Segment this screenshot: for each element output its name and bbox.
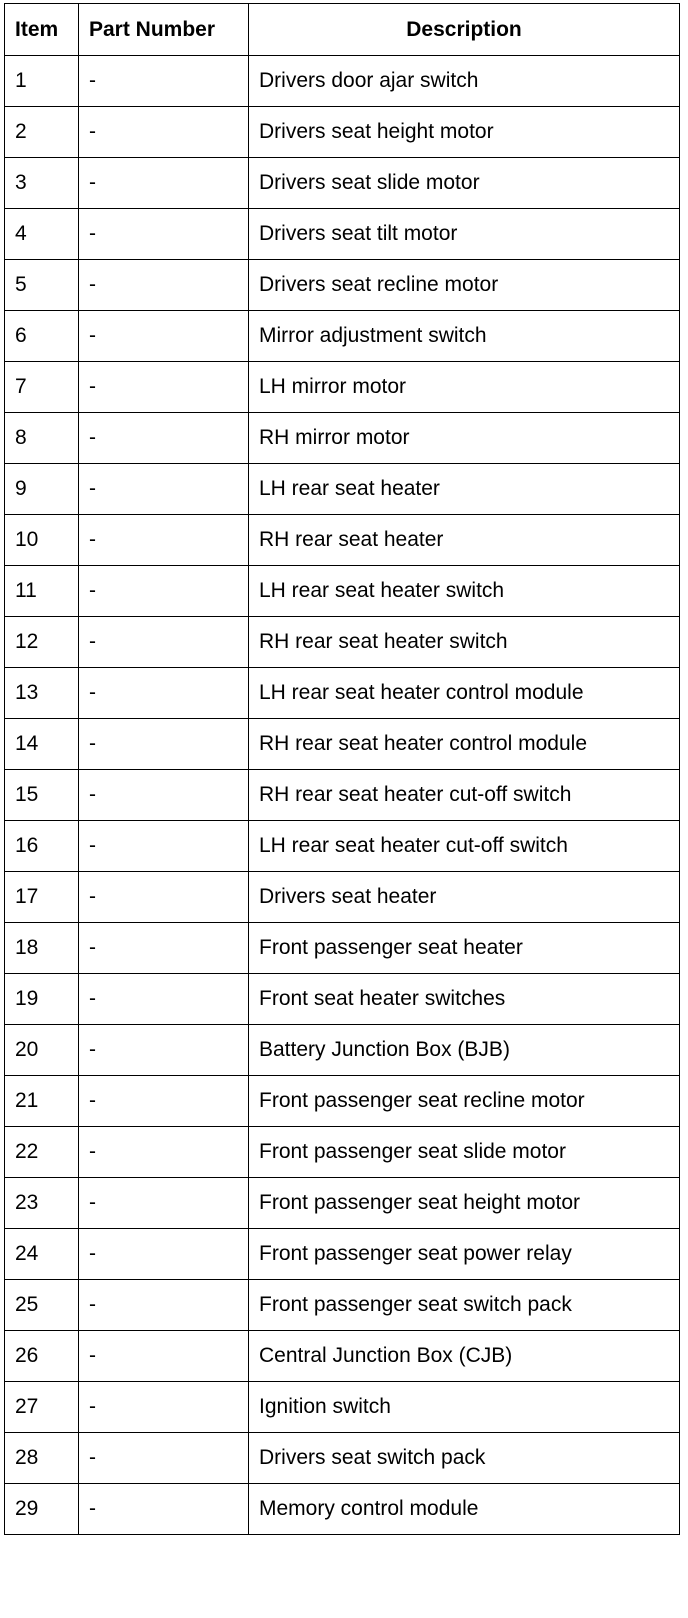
cell-item: 28 [5,1433,79,1484]
cell-item: 25 [5,1280,79,1331]
cell-part-number: - [79,1076,249,1127]
cell-description: Central Junction Box (CJB) [249,1331,680,1382]
table-row [5,1280,680,1331]
cell-description: Front passenger seat height motor [249,1178,680,1229]
cell-description: LH rear seat heater cut-off switch [249,821,680,872]
cell-part-number: - [79,515,249,566]
cell-item: 19 [5,974,79,1025]
cell-description: Drivers door ajar switch [249,56,680,107]
table-row [5,158,680,209]
table-row [5,311,680,362]
header-item: Item [5,4,79,56]
cell-item: 10 [5,515,79,566]
cell-description: LH mirror motor [249,362,680,413]
table-row [5,1025,680,1076]
cell-item: 20 [5,1025,79,1076]
table-row [5,515,680,566]
cell-part-number: - [79,1484,249,1535]
table-row [5,872,680,923]
cell-part-number: - [79,1025,249,1076]
table-row [5,566,680,617]
cell-item: 9 [5,464,79,515]
table-row [5,719,680,770]
cell-item: 21 [5,1076,79,1127]
cell-description: Drivers seat slide motor [249,158,680,209]
table-row [5,1127,680,1178]
cell-description: Ignition switch [249,1382,680,1433]
cell-part-number: - [79,617,249,668]
table-row [5,1331,680,1382]
parts-table [4,3,680,1535]
table-header [5,4,680,56]
cell-part-number: - [79,974,249,1025]
cell-item: 12 [5,617,79,668]
cell-description: Mirror adjustment switch [249,311,680,362]
cell-item: 24 [5,1229,79,1280]
cell-description: LH rear seat heater switch [249,566,680,617]
cell-description: RH rear seat heater cut-off switch [249,770,680,821]
cell-item: 4 [5,209,79,260]
table-row [5,209,680,260]
cell-item: 15 [5,770,79,821]
table-row [5,464,680,515]
table-row [5,362,680,413]
cell-part-number: - [79,413,249,464]
cell-description: Front passenger seat heater [249,923,680,974]
cell-description: Front passenger seat recline motor [249,1076,680,1127]
table-row [5,668,680,719]
cell-part-number: - [79,1127,249,1178]
cell-item: 6 [5,311,79,362]
cell-part-number: - [79,311,249,362]
cell-item: 5 [5,260,79,311]
cell-part-number: - [79,923,249,974]
table-row [5,1382,680,1433]
table-row [5,107,680,158]
cell-item: 29 [5,1484,79,1535]
cell-description: RH rear seat heater switch [249,617,680,668]
header-description: Description [249,4,680,56]
cell-description: Battery Junction Box (BJB) [249,1025,680,1076]
cell-part-number: - [79,158,249,209]
cell-item: 14 [5,719,79,770]
cell-part-number: - [79,719,249,770]
table-row [5,770,680,821]
cell-part-number: - [79,1433,249,1484]
cell-part-number: - [79,464,249,515]
cell-description: RH rear seat heater [249,515,680,566]
cell-part-number: - [79,1382,249,1433]
cell-part-number: - [79,107,249,158]
cell-description: LH rear seat heater [249,464,680,515]
cell-part-number: - [79,770,249,821]
cell-item: 18 [5,923,79,974]
table-row [5,1484,680,1535]
table-row [5,974,680,1025]
cell-item: 8 [5,413,79,464]
cell-part-number: - [79,260,249,311]
cell-item: 23 [5,1178,79,1229]
cell-description: Front seat heater switches [249,974,680,1025]
table-row [5,260,680,311]
cell-description: Drivers seat height motor [249,107,680,158]
cell-part-number: - [79,872,249,923]
cell-part-number: - [79,1178,249,1229]
table-row [5,821,680,872]
cell-part-number: - [79,1331,249,1382]
cell-item: 27 [5,1382,79,1433]
cell-part-number: - [79,821,249,872]
cell-part-number: - [79,668,249,719]
cell-item: 11 [5,566,79,617]
cell-item: 1 [5,56,79,107]
table-row [5,413,680,464]
cell-description: Drivers seat switch pack [249,1433,680,1484]
cell-description: Drivers seat heater [249,872,680,923]
cell-description: RH mirror motor [249,413,680,464]
cell-description: Front passenger seat switch pack [249,1280,680,1331]
cell-part-number: - [79,566,249,617]
cell-part-number: - [79,1229,249,1280]
cell-description: Drivers seat tilt motor [249,209,680,260]
header-part-number: Part Number [79,4,249,56]
cell-part-number: - [79,209,249,260]
table-row [5,1076,680,1127]
table-body [5,56,680,1535]
cell-item: 13 [5,668,79,719]
table-row [5,1433,680,1484]
cell-item: 26 [5,1331,79,1382]
cell-item: 17 [5,872,79,923]
cell-item: 22 [5,1127,79,1178]
cell-item: 2 [5,107,79,158]
table-row [5,1229,680,1280]
cell-part-number: - [79,56,249,107]
cell-description: LH rear seat heater control module [249,668,680,719]
cell-item: 3 [5,158,79,209]
cell-description: Front passenger seat slide motor [249,1127,680,1178]
table-row [5,1178,680,1229]
cell-description: Front passenger seat power relay [249,1229,680,1280]
cell-item: 16 [5,821,79,872]
cell-part-number: - [79,362,249,413]
cell-item: 7 [5,362,79,413]
table-row [5,923,680,974]
cell-description: RH rear seat heater control module [249,719,680,770]
header-row [5,4,680,56]
cell-description: Memory control module [249,1484,680,1535]
table-row [5,56,680,107]
cell-part-number: - [79,1280,249,1331]
table-row [5,617,680,668]
cell-description: Drivers seat recline motor [249,260,680,311]
